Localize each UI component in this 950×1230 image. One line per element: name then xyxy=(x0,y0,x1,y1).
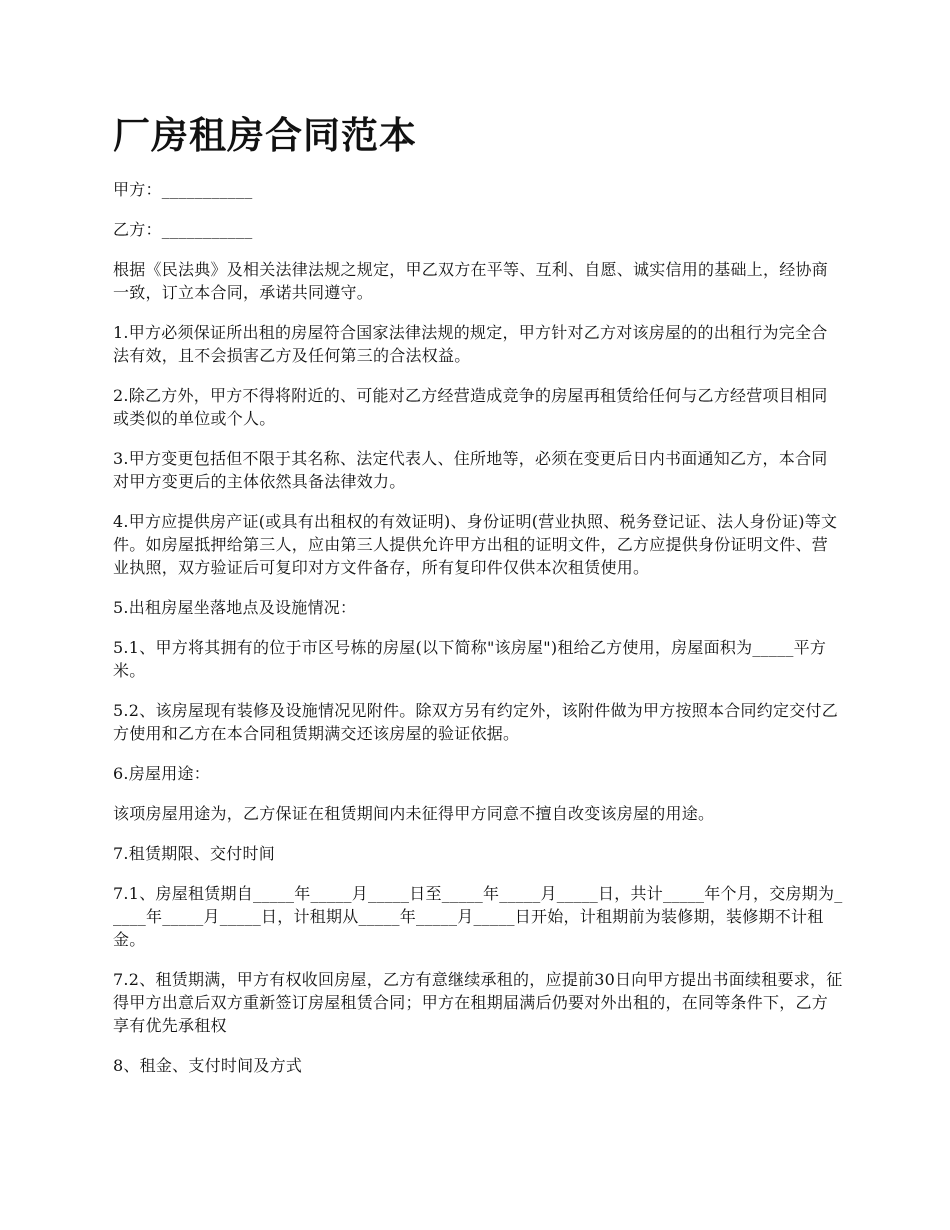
clause-2: 2.除乙方外，甲方不得将附近的、可能对乙方经营造成竞争的房屋再租赁给任何与乙方经营项目相同或类似的单位或个人。 xyxy=(113,386,828,428)
clause-5-1: 5.1、甲方将其拥有的位于市区号栋的房屋(以下简称"该房屋")租给乙方使用，房屋面积为_____平方米。 xyxy=(113,638,827,680)
party-b-line: 乙方：___________ xyxy=(113,220,253,239)
clause-7-1: 7.1、房屋租赁期自_____年_____月_____日至_____年_____月_____日，共计_____年个月，交房期为_____年_____月_____日，计租期从_____年_____月_____日开始，计租期前为装修期，装修期不计租金。 xyxy=(113,884,843,949)
clause-6-body: 该项房屋用途为，乙方保证在租赁期间内未征得甲方同意不擅自改变该房屋的用途。 xyxy=(113,804,715,823)
clause-1: 1.甲方必须保证所出租的房屋符合国家法律法规的规定，甲方针对乙方对该房屋的的出租行为完全合法有效，且不会损害乙方及任何第三的合法权益。 xyxy=(113,323,828,365)
clause-8-heading: 8、租金、支付时间及方式 xyxy=(113,1056,303,1075)
clause-7-2: 7.2、租赁期满，甲方有权收回房屋，乙方有意继续承租的，应提前30日向甲方提出书面续租要求，征得甲方出意后双方重新签订房屋租赁合同；甲方在租期届满后仍要对外出租的，在同等条件下，乙方享有优先承租权 xyxy=(113,970,843,1035)
clause-5-2: 5.2、该房屋现有装修及设施情况见附件。除双方另有约定外，该附件做为甲方按照本合同约定交付乙方使用和乙方在本合同租赁期满交还该房屋的验证依据。 xyxy=(113,701,838,743)
clause-3: 3.甲方变更包括但不限于其名称、法定代表人、住所地等，必须在变更后日内书面通知乙方，本合同对甲方变更后的主体依然具备法律效力。 xyxy=(113,449,828,491)
clause-4: 4.甲方应提供房产证(或具有出租权的有效证明)、身份证明(营业执照、税务登记证、法人身份证)等文件。如房屋抵押给第三人，应由第三人提供允许甲方出租的证明文件，乙方应提供身份证明文件、营业执照，双方验证后可复印对方文件备存，所有复印件仅供本次租赁使用。 xyxy=(113,512,838,577)
clause-5-heading: 5.出租房屋坐落地点及设施情况： xyxy=(113,598,357,617)
document-title: 厂房租房合同范本 xyxy=(113,114,417,157)
clause-7-heading: 7.租赁期限、交付时间 xyxy=(113,844,276,863)
party-a-line: 甲方：___________ xyxy=(113,180,253,199)
preamble-paragraph: 根据《民法典》及相关法律法规之规定，甲乙双方在平等、互利、自愿、诚实信用的基础上，经协商一致，订立本合同，承诺共同遵守。 xyxy=(113,260,829,302)
document-body xyxy=(113,178,843,1094)
clause-6-heading: 6.房屋用途： xyxy=(113,764,211,783)
